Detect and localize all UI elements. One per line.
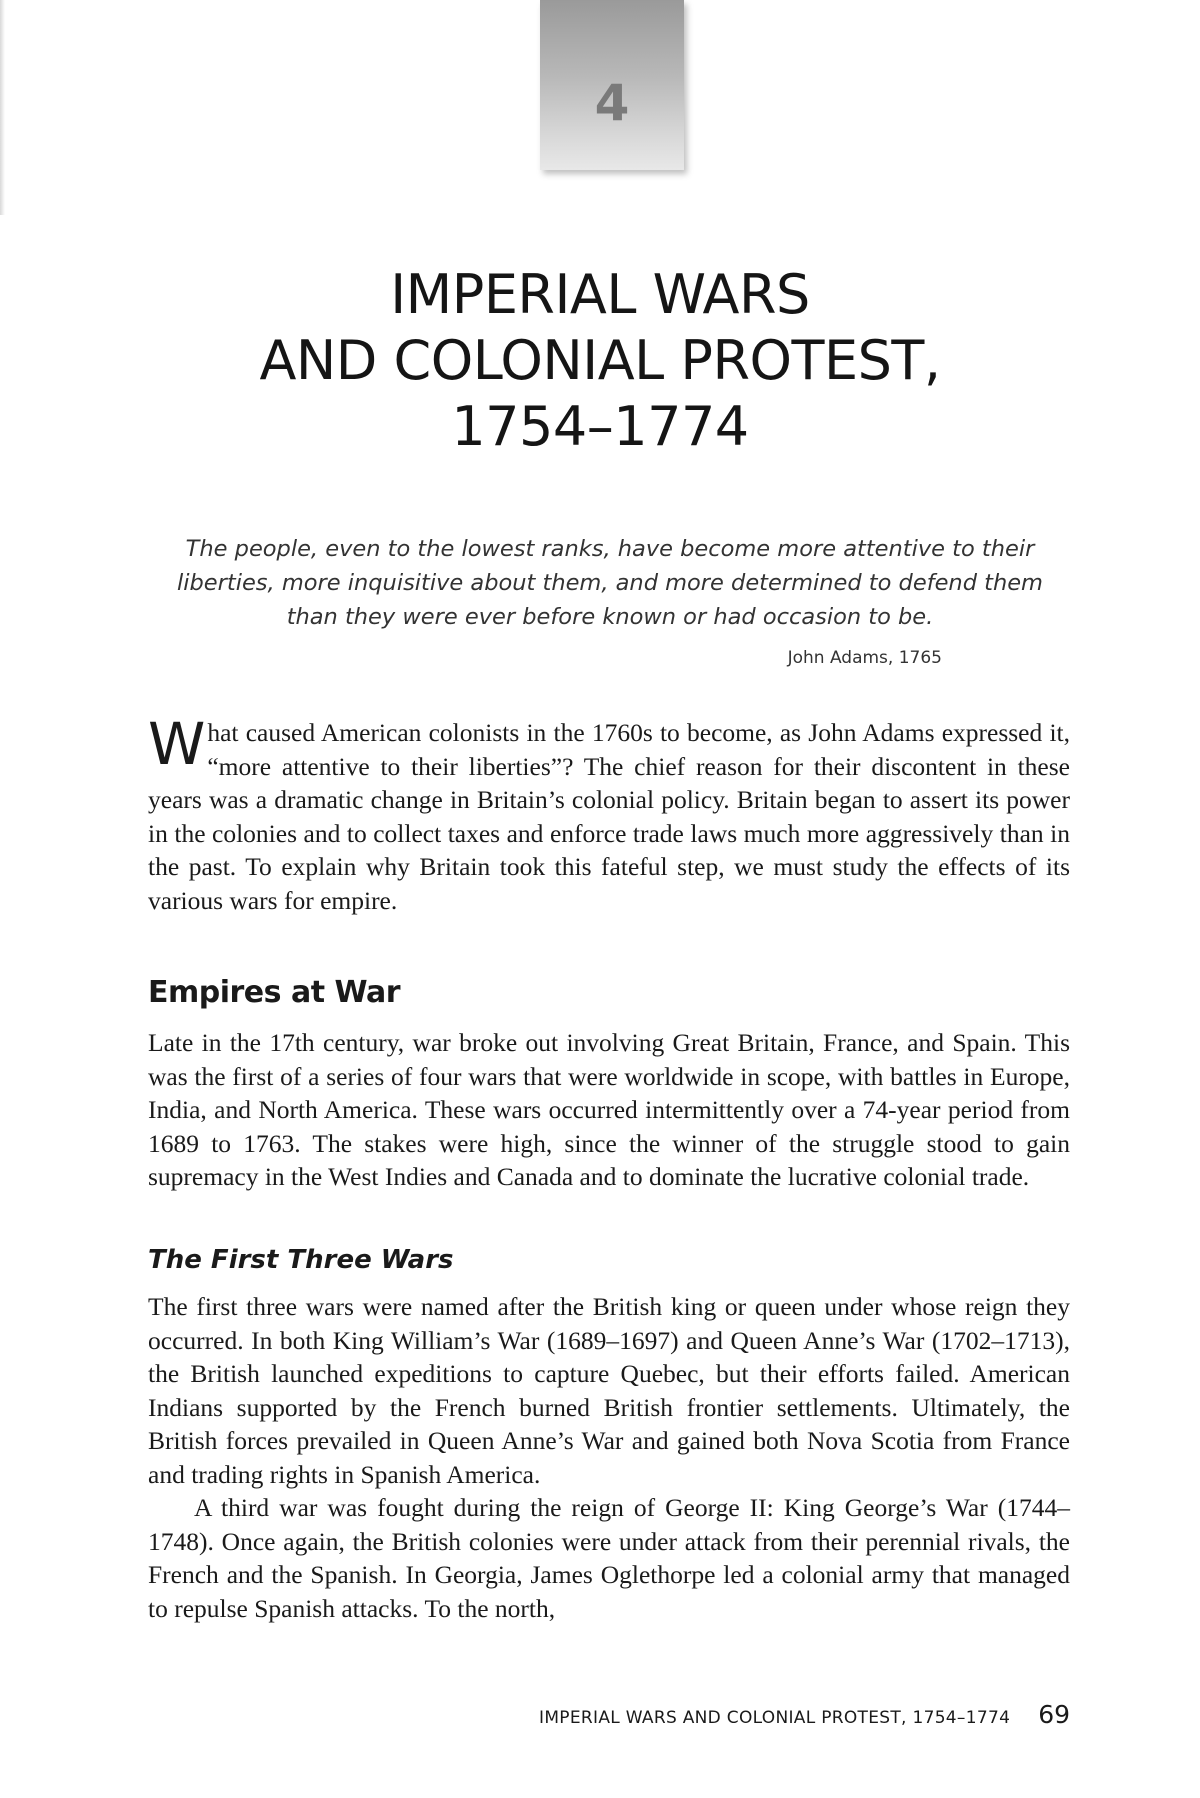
intro-text: hat caused American colonists in the 1760s to become, as John Adams expressed it, “more attentive to their liberties”? The chief reason for their discontent in these years was a dramatic change in Britain’s colonial policy. Britain began to assert its power in the colonies and to collect taxes and enforce trade laws much more aggressively than in the past. To explain why Britain took this fateful step, we must study the effects of its various wars for empire. [148,718,1070,915]
chapter-title-line: 1754–1774 [451,395,749,458]
chapter-title-line: IMPERIAL WARS [390,263,810,326]
section-paragraph: Late in the 17th century, war broke out involving Great Britain, France, and Spain. This was the first of a series of four wars that were worldwide in scope, with battles in Europe, India, and North America. These wars occurred intermittently over a 74-year period from 1689 to 1763. The stakes were high, since the winner of the struggle stood to gain supremacy in the West Indies and Canada and to dominate the lucrative colonial trade. [148,1028,1070,1191]
chapter-title [100,262,1100,460]
page-number: 69 [1038,1700,1070,1729]
page-edge-shadow [0,0,5,215]
epigraph-attribution: John Adams, 1765 [787,648,942,668]
body-paragraph: A third war was fought during the reign of George II: King George’s War (1744–1748). Once again, the British colonies were under attack from their perennial rivals, the French and the Spanish. In Georgia, James Oglethorpe led a colonial army that managed to repulse Spanish attacks. To the north, [148,1493,1070,1623]
intro-paragraph [148,710,1070,917]
chapter-tab [540,0,684,170]
epigraph-quote: The people, even to the lowest ranks, have become more attentive to their liberties, more inquisitive about them, and more determined to defend them than they were ever before known or had occasion to be. [177,536,1043,630]
body-paragraph: The first three wars were named after the British king or queen under whose reign they occurred. In both King William’s War (1689–1697) and Queen Anne’s War (1702–1713), the British launched expeditions to capture Quebec, but their efforts failed. American Indians supported by the French burned British frontier settlements. Ultimately, the British forces prevailed in Queen Anne’s War and gained both Nova Scotia from France and trading rights in Spanish America. [148,1292,1070,1489]
chapter-title-line: AND COLONIAL PROTEST, [259,329,941,392]
page-footer [148,1700,1070,1729]
running-head: IMPERIAL WARS AND COLONIAL PROTEST, 1754–1774 [539,1708,1011,1728]
section-heading: Empires at War [148,975,401,1010]
subsection-heading: The First Three Wars [148,1245,454,1275]
drop-cap: W [148,710,206,778]
chapter-number: 4 [594,74,630,132]
subsection-body [148,1290,1070,1625]
